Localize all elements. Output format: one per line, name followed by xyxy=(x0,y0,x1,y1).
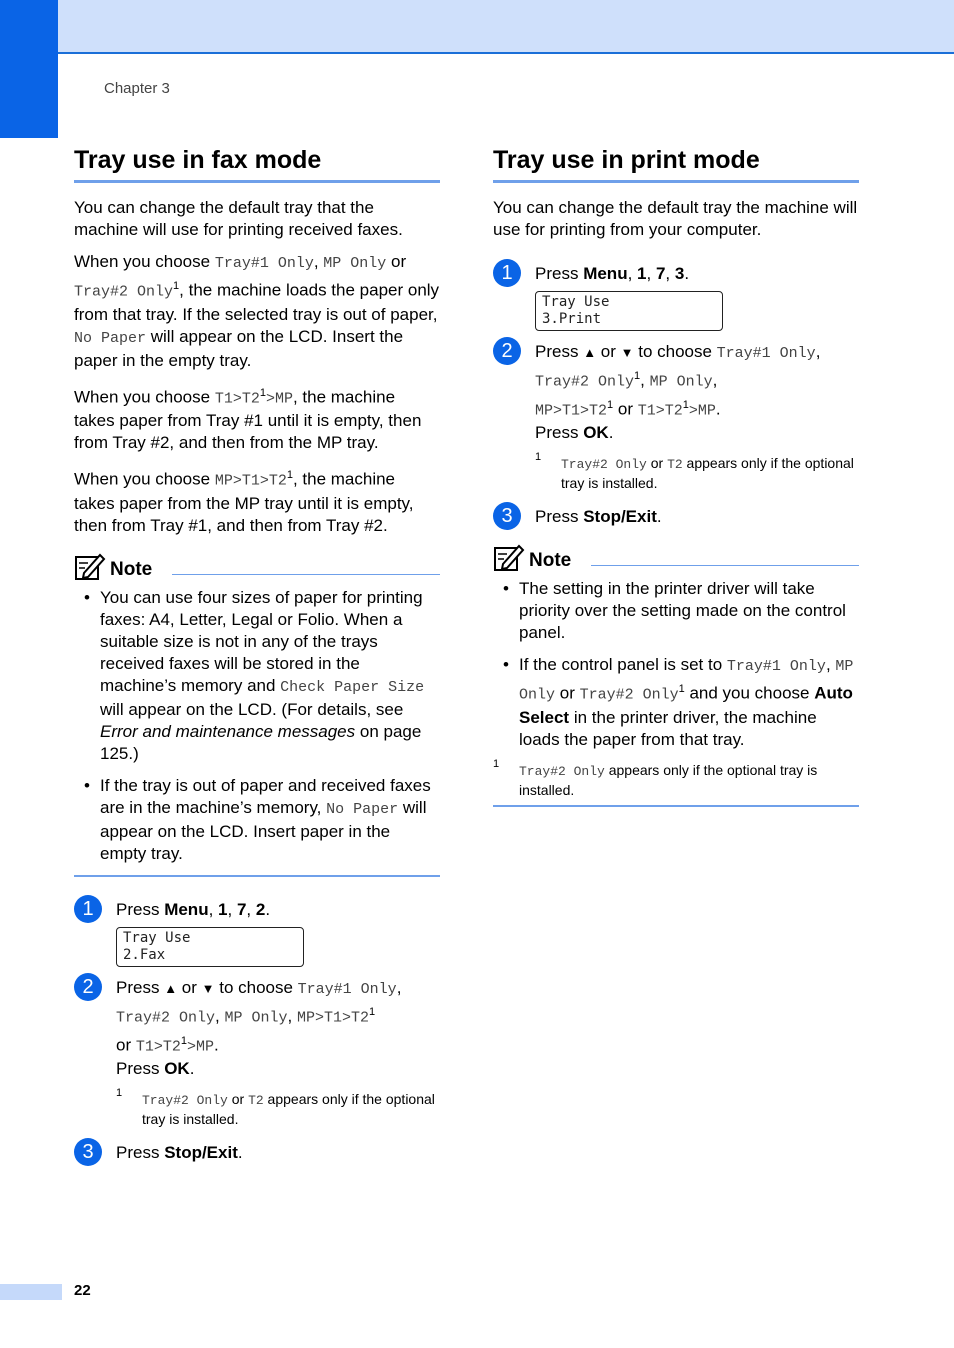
step-number: 2 xyxy=(493,337,521,365)
step-number: 1 xyxy=(74,895,102,923)
note-item: • If the control panel is set to Tray#1 Only, MP Only or Tray#2 Only$^1$ and you choose Auto Select in the printer driver, the machine loads the paper from that tray. xyxy=(519,654,859,751)
fax-mode-section xyxy=(74,140,440,1174)
step-number: 1 xyxy=(493,259,521,287)
note-header xyxy=(493,544,859,572)
print-intro: You can change the default tray the machine will use for printing from your computer. xyxy=(493,198,858,239)
page-number: 22 xyxy=(74,1282,91,1299)
fax-para-mpt1t2: When you choose $MP>T1>T2^1$, the machine takes paper from the MP tray until it is empty, then from Tray #1, and then from Tray #2. xyxy=(74,469,414,535)
down-arrow-icon: ▼ xyxy=(201,980,215,996)
print-step-2: 2 Press ▲ or ▼ to choose Tray#1 Only, Tray#2 Only$^1$, MP Only, $MP>T1>T2^1$ or $T1>T2^1>MP$. Press OK. xyxy=(493,341,859,444)
fax-para-t1t2mp: When you choose $T1>T2^1>MP$, the machine takes paper from Tray #1 until it is empty, then from Tray #2, and then from the MP tray. xyxy=(74,386,422,453)
down-arrow-icon: ▼ xyxy=(620,345,634,360)
note-pencil-icon xyxy=(493,544,525,572)
note-end-rule xyxy=(493,805,859,807)
note-pencil-icon xyxy=(74,553,106,581)
up-arrow-icon: ▲ xyxy=(164,980,178,996)
fax-step-1: 1 Press Menu, 1, 7, 2. Tray Use 2.Fax xyxy=(74,899,440,967)
note-item: • The setting in the printer driver will take priority over the setting made on the control panel. xyxy=(519,578,859,644)
note-list xyxy=(74,587,440,865)
section-title-print: Tray use in print mode xyxy=(493,140,859,183)
up-arrow-icon: ▲ xyxy=(583,345,597,360)
step-number: 3 xyxy=(74,1138,102,1166)
section-title-fax: Tray use in fax mode xyxy=(74,140,440,183)
fax-para-tray-choice: When you choose Tray#1 Only, MP Only or Tray#2 Only$^1$, the machine loads the paper only from that tray. If the selected tray is out of paper, No Paper will appear on the LCD. Insert the paper in the empty tray. xyxy=(74,252,440,370)
print-mode-section xyxy=(493,140,859,821)
note-title: Note xyxy=(110,558,153,580)
note-rule xyxy=(172,574,440,575)
fax-step-3: 3 Press Stop/Exit. xyxy=(74,1142,440,1164)
note-rule xyxy=(591,565,859,566)
lcd-display: Tray Use 3.Print xyxy=(535,291,723,331)
print-footnote: 1 Tray#2 Only or T2 appears only if the optional tray is installed. xyxy=(535,451,854,492)
header-bar xyxy=(0,0,954,54)
note-item: • If the tray is out of paper and received faxes are in the machine’s memory, No Paper will appear on the LCD. Insert paper in the empty tray. xyxy=(100,775,440,865)
note-header xyxy=(74,553,440,581)
note-item: • You can use four sizes of paper for printing faxes: A4, Letter, Legal or Folio. When a suitable size is not in any of the trays received faxes will be stored in the machine’s memory and Check Paper Size will appear on the LCD. (For details, see Error and maintenance messages on page 125.) xyxy=(100,587,440,765)
print-step-1: 1 Press Menu, 1, 7, 3. Tray Use 3.Print xyxy=(493,263,859,331)
chapter-tab xyxy=(0,0,58,138)
note-footnote: 1 Tray#2 Only appears only if the optional tray is installed. xyxy=(493,757,818,798)
lcd-display: Tray Use 2.Fax xyxy=(116,927,304,967)
fax-footnote: 1 Tray#2 Only or T2 appears only if the optional tray is installed. xyxy=(116,1087,435,1128)
fax-intro: You can change the default tray that the machine will use for printing received faxes. xyxy=(74,198,403,239)
note-end-rule xyxy=(74,875,440,877)
note-list xyxy=(493,578,859,751)
note-title: Note xyxy=(529,550,572,572)
print-step-3: 3 Press Stop/Exit. xyxy=(493,506,859,528)
step-number: 3 xyxy=(493,502,521,530)
page-number-bar xyxy=(0,1284,62,1300)
step-number: 2 xyxy=(74,973,102,1001)
chapter-label: Chapter 3 xyxy=(104,80,170,97)
fax-step-2: 2 Press ▲ or ▼ to choose Tray#1 Only, Tray#2 Only, MP Only, $MP>T1>T2^1$ or $T1>T2^1>MP$. Press OK. xyxy=(74,977,440,1080)
